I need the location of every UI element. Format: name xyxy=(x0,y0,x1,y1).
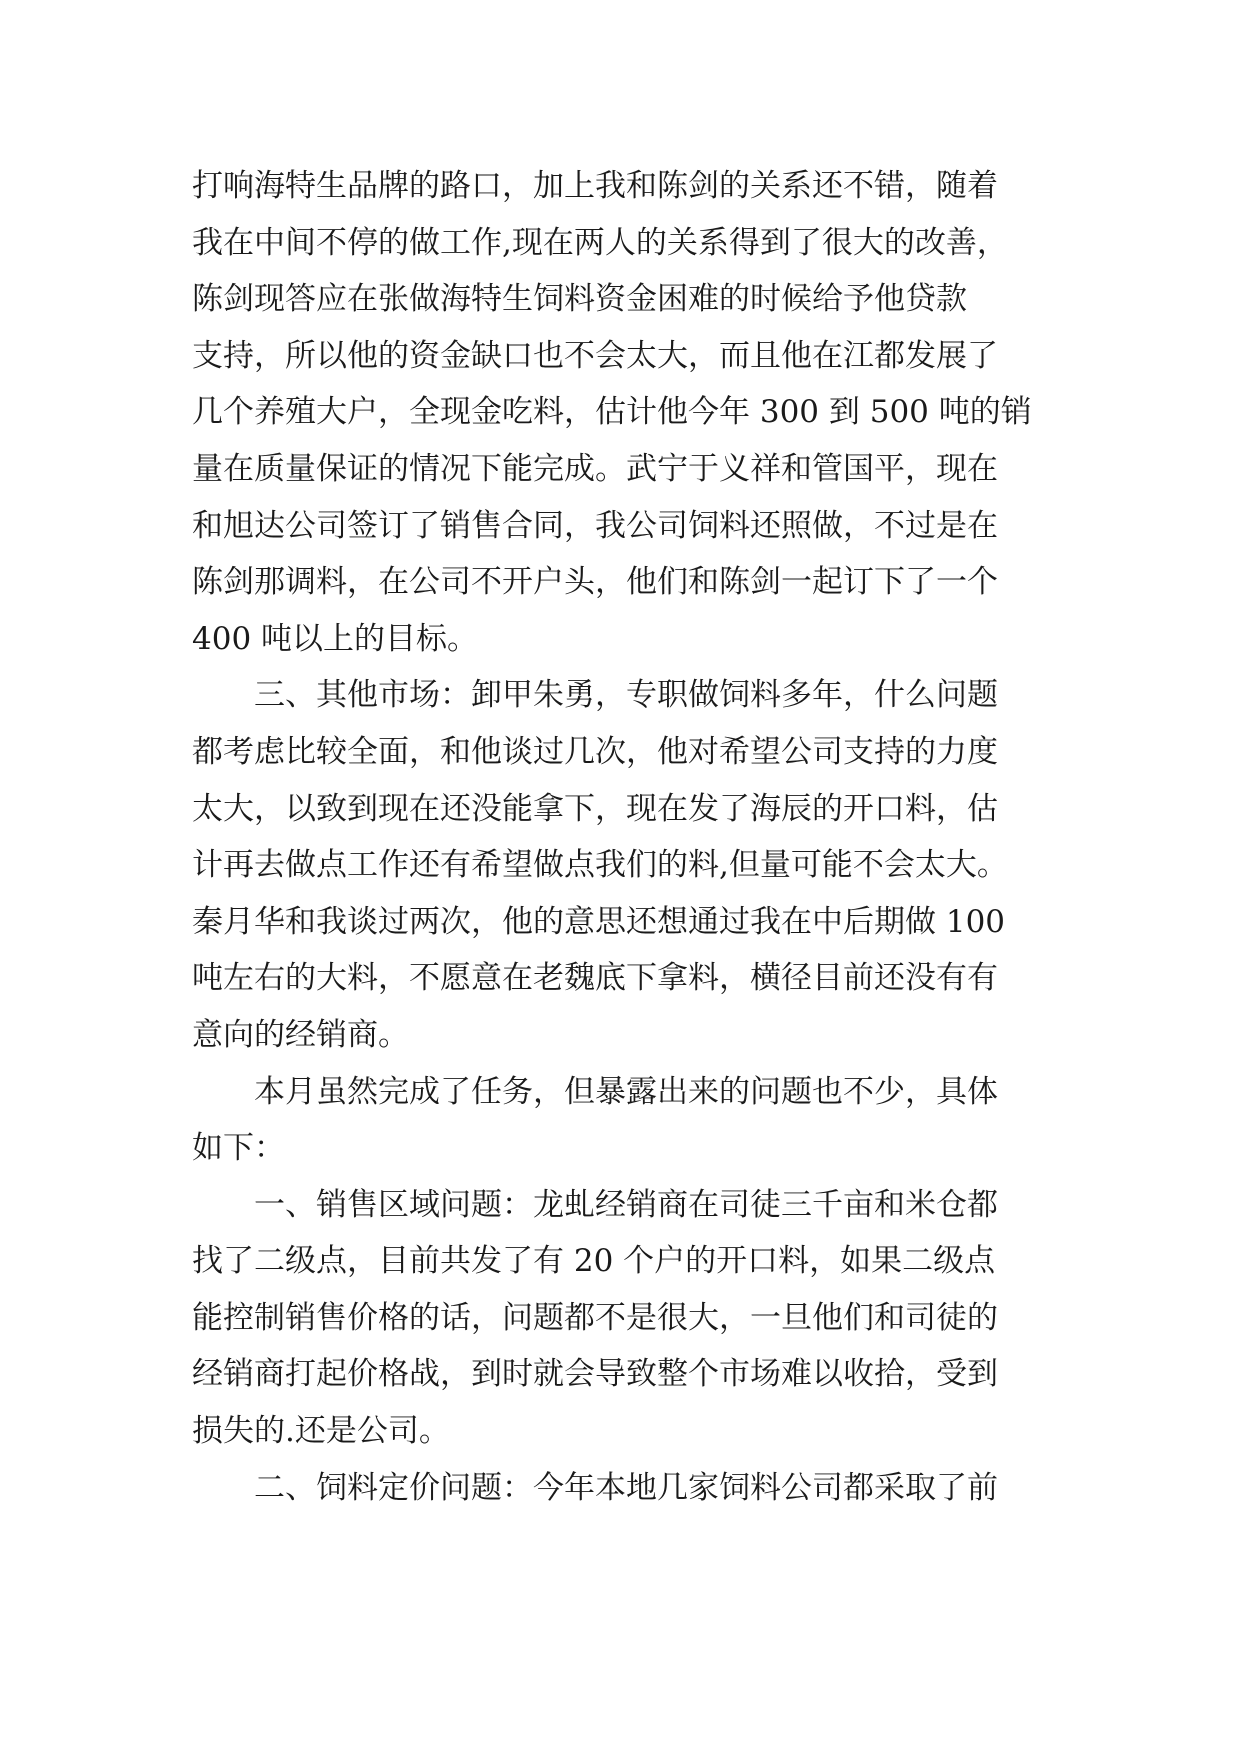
text-line: 陈剑现答应在张做海特生饲料资金困难的时候给予他贷款 xyxy=(192,281,967,318)
text-line: 秦月华和我谈过两次，他的意思还想通过我在中后期做 100 xyxy=(192,903,1006,940)
body-text xyxy=(192,158,1122,1516)
text-line: 支持，所以他的资金缺口也不会太大，而且他在江都发展了 xyxy=(192,337,998,374)
paragraph-first-line: 本月虽然完成了任务，但暴露出来的问题也不少，具体 xyxy=(254,1073,998,1110)
text-line: 损失的.还是公司。 xyxy=(192,1413,450,1450)
text-line: 都考虑比较全面，和他谈过几次，他对希望公司支持的力度 xyxy=(192,733,998,770)
text-line: 和旭达公司签订了销售合同，我公司饲料还照做，不过是在 xyxy=(192,507,998,544)
text-line: 陈剑那调料，在公司不开户头，他们和陈剑一起订下了一个 xyxy=(192,564,998,601)
text-line: 经销商打起价格战，到时就会导致整个市场难以收拾，受到 xyxy=(192,1356,998,1393)
text-line: 计再去做点工作还有希望做点我们的料,但量可能不会太大。 xyxy=(192,847,1008,884)
text-line: 我在中间不停的做工作,现在两人的关系得到了很大的改善， xyxy=(192,224,1008,261)
text-line: 找了二级点，目前共发了有 20 个户的开口料，如果二级点 xyxy=(192,1243,996,1280)
text-line: 太大，以致到现在还没能拿下，现在发了海辰的开口料，估 xyxy=(192,790,998,827)
text-line: 打响海特生品牌的路口，加上我和陈剑的关系还不错，随着 xyxy=(192,168,998,204)
text-line: 如下： xyxy=(192,1130,285,1167)
paragraph-first-line: 二、饲料定价问题：今年本地几家饲料公司都采取了前 xyxy=(254,1469,998,1506)
text-line: 能控制销售价格的话，问题都不是很大，一旦他们和司徒的 xyxy=(192,1299,998,1336)
paragraph-first-line: 一、销售区域问题：龙虬经销商在司徒三千亩和米仓都 xyxy=(254,1186,998,1223)
text-line: 意向的经销商。 xyxy=(192,1016,409,1053)
text-line: 400 吨以上的目标。 xyxy=(192,620,479,657)
paragraph-first-line: 三、其他市场：卸甲朱勇，专职做饲料多年，什么问题 xyxy=(254,677,998,714)
text-line: 量在质量保证的情况下能完成。武宁于义祥和管国平，现在 xyxy=(192,450,998,487)
text-line: 几个养殖大户，全现金吃料，估计他今年 300 到 500 吨的销 xyxy=(192,394,1032,431)
text-line: 吨左右的大料，不愿意在老魏底下拿料，横径目前还没有有 xyxy=(192,960,998,997)
